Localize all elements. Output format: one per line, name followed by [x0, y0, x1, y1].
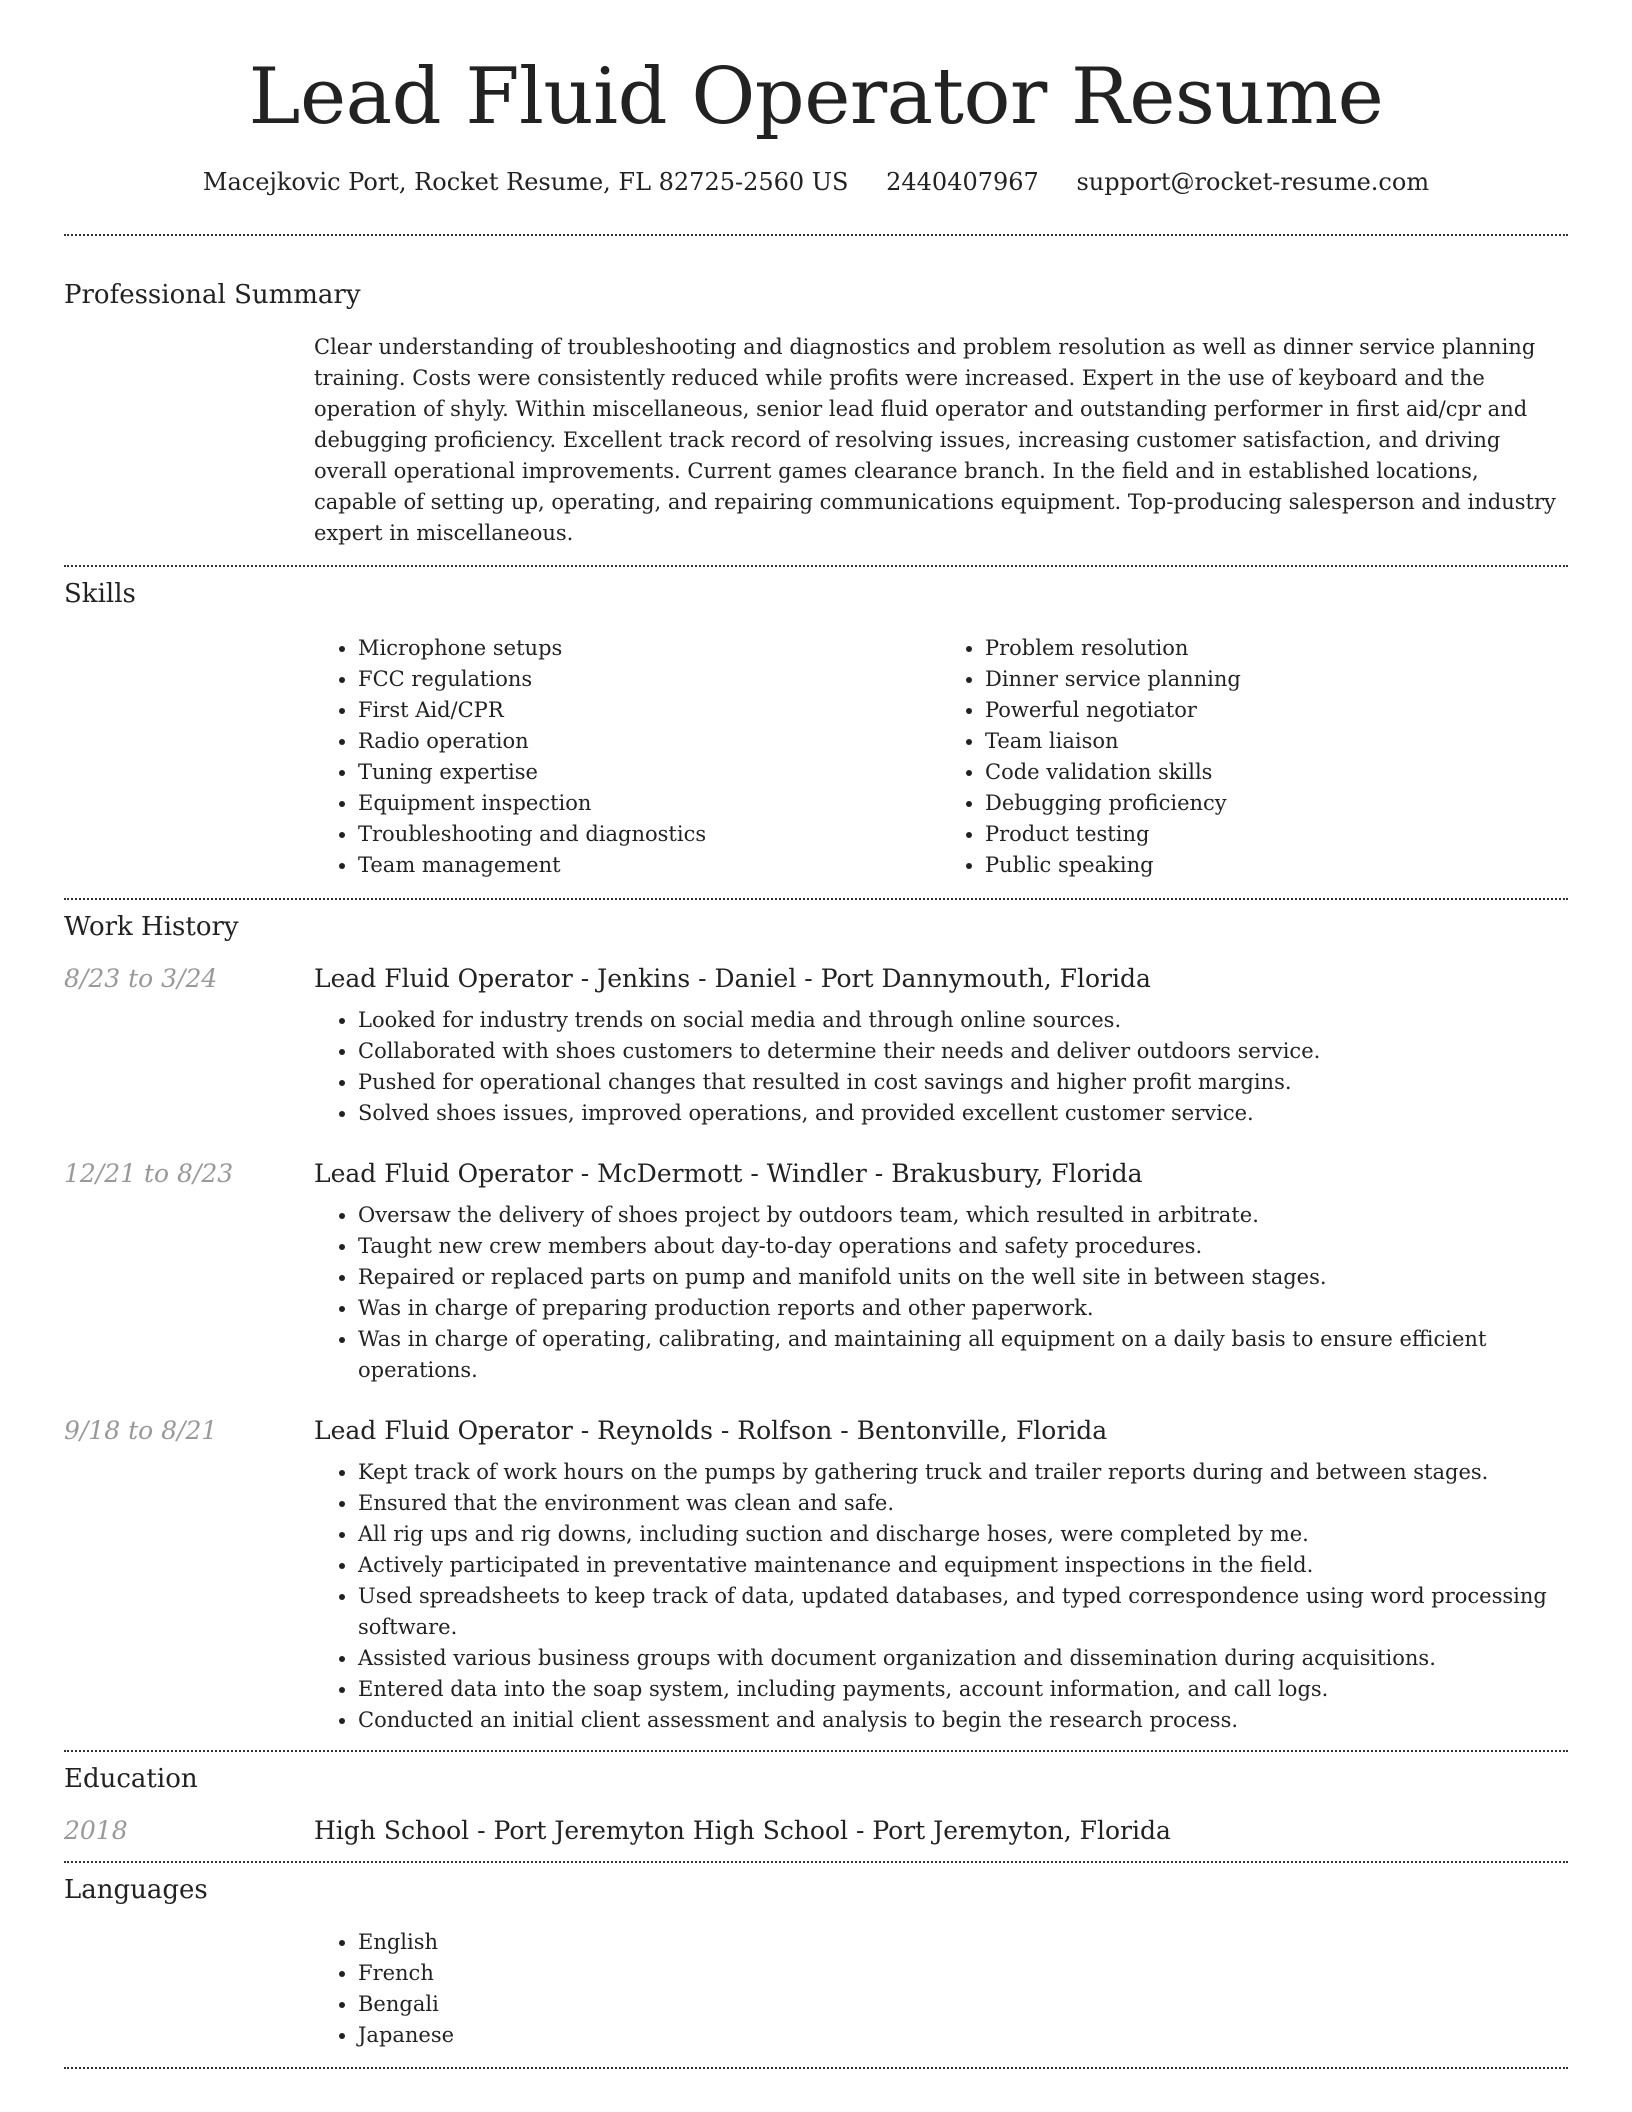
skill-item: • FCC regulations: [358, 664, 941, 695]
address: Macejkovic Port, Rocket Resume, FL 82725-2560 US: [202, 168, 849, 196]
job-bullets: [314, 1457, 1568, 1736]
job-bullet: • Actively participated in preventative maintenance and equipment inspections in the field.: [358, 1550, 1568, 1581]
education-section: [64, 1764, 1568, 1845]
job-bullet: • Was in charge of preparing production reports and other paperwork.: [358, 1293, 1568, 1324]
job-date: 12/21 to 8/23: [64, 1159, 234, 1188]
job-bullet: • Kept track of work hours on the pumps by gathering truck and trailer reports during and between stages.: [358, 1457, 1568, 1488]
divider: [64, 1750, 1568, 1752]
skill-item: • Team liaison: [985, 726, 1568, 757]
skill-item: • Tuning expertise: [358, 757, 941, 788]
skills-section: [64, 579, 1568, 881]
job-bullet: • Conducted an initial client assessment and analysis to begin the research process.: [358, 1705, 1568, 1736]
job-bullet: • Assisted various business groups with document organization and dissemination during acquisitions.: [358, 1643, 1568, 1674]
email: support@rocket-resume.com: [1076, 168, 1430, 196]
phone: 2440407967: [886, 168, 1039, 196]
languages-list: [314, 1927, 1568, 2051]
education-heading: Education: [64, 1764, 198, 1794]
job-bullet: • Ensured that the environment was clean and safe.: [358, 1488, 1568, 1519]
skill-item: • Dinner service planning: [985, 664, 1568, 695]
skill-item: • Powerful negotiator: [985, 695, 1568, 726]
summary-heading: Professional Summary: [64, 280, 361, 310]
skill-item: • Problem resolution: [985, 633, 1568, 664]
job-bullet: • Was in charge of operating, calibrating, and maintaining all equipment on a daily basis to ensure efficient operations.: [358, 1324, 1568, 1386]
language-item: • English: [358, 1927, 1568, 1958]
job-bullet: • Solved shoes issues, improved operations, and provided excellent customer service.: [358, 1098, 1568, 1129]
job-bullets: [314, 1005, 1568, 1129]
job-bullet: • Used spreadsheets to keep track of data, updated databases, and typed correspondence using word processing software.: [358, 1581, 1568, 1643]
skill-item: • Microphone setups: [358, 633, 941, 664]
education-entry: [64, 1816, 1568, 1845]
skill-item: • Debugging proficiency: [985, 788, 1568, 819]
education-date: 2018: [64, 1816, 128, 1845]
skill-item: • Code validation skills: [985, 757, 1568, 788]
job-entry: [64, 1416, 1568, 1736]
skills-columns: [314, 633, 1568, 881]
skill-item: • Radio operation: [358, 726, 941, 757]
language-item: • Bengali: [358, 1989, 1568, 2020]
work-section: [64, 912, 1568, 1736]
job-title: Lead Fluid Operator - Reynolds - Rolfson - Bentonville, Florida: [314, 1416, 1108, 1445]
resume-title: Lead Fluid Operator Resume: [248, 52, 1384, 142]
skill-item: • Public speaking: [985, 850, 1568, 881]
job-bullet: • Entered data into the soap system, including payments, account information, and call logs.: [358, 1674, 1568, 1705]
job-bullet: • Looked for industry trends on social media and through online sources.: [358, 1005, 1568, 1036]
skill-item: • Product testing: [985, 819, 1568, 850]
language-item: • Japanese: [358, 2020, 1568, 2051]
job-bullet: • Repaired or replaced parts on pump and manifold units on the well site in between stages.: [358, 1262, 1568, 1293]
summary-section: [64, 280, 1568, 549]
skill-item: • Team management: [358, 850, 941, 881]
education-title: High School - Port Jeremyton High School - Port Jeremyton, Florida: [314, 1816, 1171, 1845]
divider: [64, 565, 1568, 567]
skills-list-right: [941, 633, 1568, 881]
job-title: Lead Fluid Operator - McDermott - Windler - Brakusbury, Florida: [314, 1159, 1143, 1188]
language-item: • French: [358, 1958, 1568, 1989]
skill-item: • Troubleshooting and diagnostics: [358, 819, 941, 850]
job-title: Lead Fluid Operator - Jenkins - Daniel - Port Dannymouth, Florida: [314, 964, 1151, 993]
divider: [64, 898, 1568, 900]
divider: [64, 234, 1568, 236]
languages-heading: Languages: [64, 1875, 208, 1905]
job-bullet: • Oversaw the delivery of shoes project by outdoors team, which resulted in arbitrate.: [358, 1200, 1568, 1231]
job-entry: [64, 964, 1568, 1129]
summary-text: Clear understanding of troubleshooting and diagnostics and problem resolution as well as dinner service planning training. Costs were consistently reduced while profits were increased. Expert in the use of keyboard and the operation of shyly. Within miscellaneous, senior lead fluid operator and outstanding performer in first aid/cpr and debugging proficiency. Excellent track record of resolving issues, increasing customer satisfaction, and driving overall operational improvements. Current games clearance branch. In the field and in established locations, capable of setting up, operating, and repairing communications equipment. Top-producing salesperson and industry expert in miscellaneous.: [314, 335, 1556, 545]
job-bullets: [314, 1200, 1568, 1386]
job-bullet: • Pushed for operational changes that resulted in cost savings and higher profit margins.: [358, 1067, 1568, 1098]
work-heading: Work History: [64, 912, 239, 942]
languages-section: [64, 1875, 1568, 2051]
job-bullet: • All rig ups and rig downs, including suction and discharge hoses, were completed by me.: [358, 1519, 1568, 1550]
skills-list-left: [314, 633, 941, 881]
skill-item: • First Aid/CPR: [358, 695, 941, 726]
job-entry: [64, 1159, 1568, 1386]
job-bullet: • Taught new crew members about day-to-day operations and safety procedures.: [358, 1231, 1568, 1262]
job-date: 8/23 to 3/24: [64, 964, 218, 993]
job-bullet: • Collaborated with shoes customers to determine their needs and deliver outdoors service.: [358, 1036, 1568, 1067]
skills-heading: Skills: [64, 579, 136, 609]
skill-item: • Equipment inspection: [358, 788, 941, 819]
divider: [64, 2067, 1568, 2069]
job-date: 9/18 to 8/21: [64, 1416, 218, 1445]
contact-line: [64, 168, 1568, 196]
divider: [64, 1861, 1568, 1863]
